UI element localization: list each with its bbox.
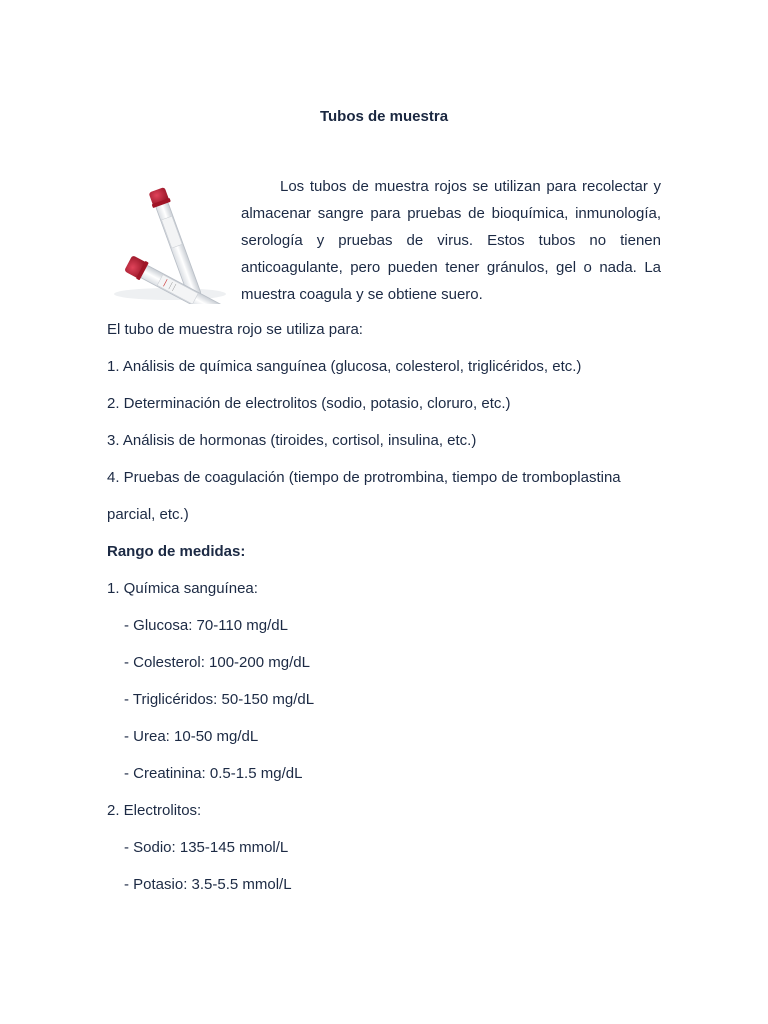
red-sample-tubes-image xyxy=(108,176,232,304)
electro-item-potassium: - Potasio: 3.5-5.5 mmol/L xyxy=(124,876,292,893)
chem-item-triglycerides: - Triglicéridos: 50-150 mg/dL xyxy=(124,691,315,708)
chem-item-urea: - Urea: 10-50 mg/dL xyxy=(124,728,259,745)
use-item-2: 2. Determinación de electrolitos (sodio, potasio, cloruro, etc.) xyxy=(107,395,511,412)
use-item-4: 4. Pruebas de coagulación (tiempo de protrombina, tiempo de tromboplastina xyxy=(107,469,621,486)
document-title: Tubos de muestra xyxy=(319,108,449,125)
chem-item-cholesterol: - Colesterol: 100-200 mg/dL xyxy=(124,654,310,671)
chem-heading: 1. Química sanguínea: xyxy=(107,580,258,597)
use-item-4-continued: parcial, etc.) xyxy=(107,506,189,523)
intro-paragraph xyxy=(241,173,661,308)
use-item-3: 3. Análisis de hormonas (tiroides, cortisol, insulina, etc.) xyxy=(107,432,477,449)
use-item-1: 1. Análisis de química sanguínea (glucosa, colesterol, triglicéridos, etc.) xyxy=(107,358,582,375)
usage-heading: El tubo de muestra rojo se utiliza para: xyxy=(107,321,363,338)
electro-item-sodium: - Sodio: 135-145 mmol/L xyxy=(124,839,289,856)
ranges-heading: Rango de medidas: xyxy=(107,543,246,560)
electro-heading: 2. Electrolitos: xyxy=(107,802,202,819)
chem-item-glucose: - Glucosa: 70-110 mg/dL xyxy=(124,617,288,634)
chem-item-creatinine: - Creatinina: 0.5-1.5 mg/dL xyxy=(124,765,303,782)
intro-text: Los tubos de muestra rojos se utilizan para recolectar y almacenar sangre para pruebas de bioquímica, inmunología, serología y pruebas de virus. Estos tubos no tienen anticoagulante, pero pueden tener gránulos, gel o nada. La muestra coagula y se obtiene suero. xyxy=(241,178,661,303)
